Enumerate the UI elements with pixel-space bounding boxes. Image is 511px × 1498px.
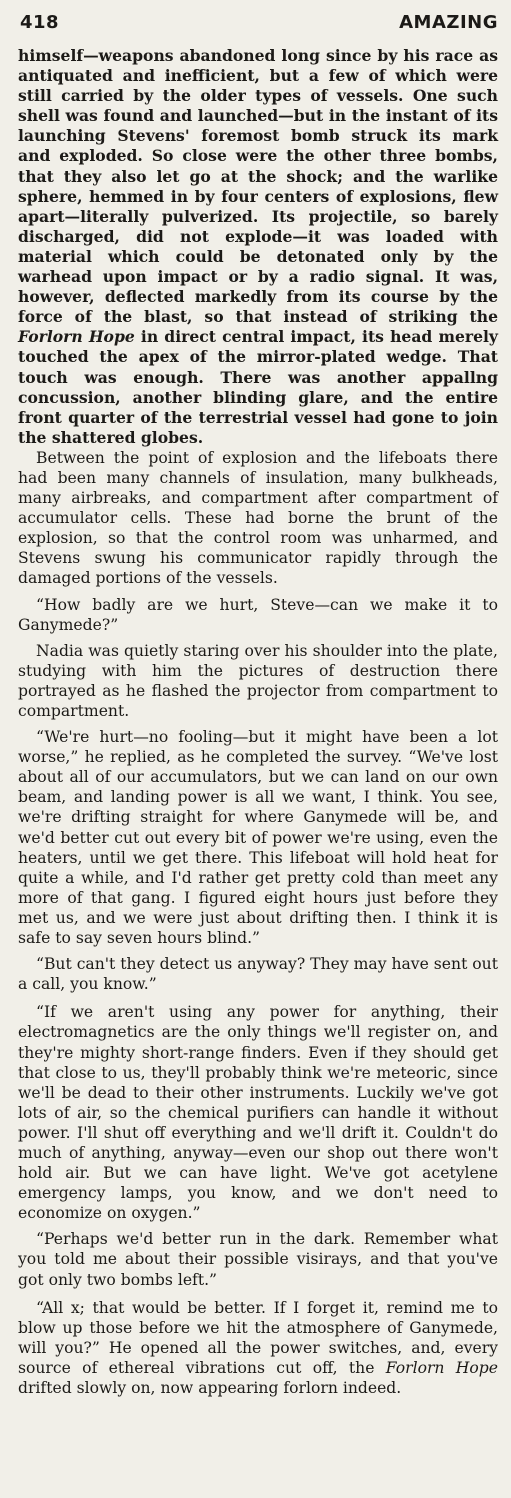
paragraph-7: “If we aren't using any power for anything, their electromagnetics are the only things we'll register on, and they're mighty short-range finders. Even if they should get that close to us, they'll probably think we're meteoric, since we'll be dead to their other instruments. Luckily we've got lots of air, so the chemical purifiers can handle it without power. I'll shut off everything and we'll drift it. Couldn't do much of anything, anyway—even our shop out there won't hold air. But we can have light. We've got acetylene emergency lamps, you know, and we don't need to economize on oxygen.” [18,1003,498,1223]
paragraph-4: Nadia was quietly staring over his shoulder into the plate, studying with him the pictures of destruction there portrayed as he flashed the projector from compartment to compartment. [18,641,498,720]
paragraph-9: “All x; that would be better. If I forget it, remind me to blow up those before we hit the atmosphere of Ganymede, will you?” He opened all the power switches, and, every source of ethereal vibrations cut off, the Forlorn Hope drifted slowly on, now appearing forlorn indeed. [18,1298,498,1397]
paragraph-3: “How badly are we hurt, Steve—can we make it to Ganymede?” [18,595,498,634]
page-number: 418 [20,12,60,33]
running-head: AMAZING [399,12,498,33]
paragraph-8: “Perhaps we'd better run in the dark. Remember what you told me about their possible visirays, and that you've got only two bombs left.” [18,1230,498,1289]
paragraph-6: “But can't they detect us anyway? They may have sent out a call, you know.” [18,955,498,994]
paragraph-1: himself—weapons abandoned long since by his race as antiquated and inefficient, but a few of which were still carried by the older types of vessels. One such shell was found and launched—but in the instant of its launching Stevens' foremost bomb struck its mark and exploded. So close were the other three bombs, that they also let go at the shock; and the warlike sphere, hemmed in by four centers of explosions, flew apart—literally pulverized. Its projectile, so barely discharged, did not explode—it was loaded with material which could be detonated only by the warhead upon impact or by a radio signal. It was, however, deflected markedly from its course by the force of the blast, so that instead of striking the Forlorn Hope in direct central impact, its head merely touched the apex of the mirror-plated wedge. That touch was enough. There was another appallng concussion, another blinding glare, and the entire front quarter of the terrestrial vessel had gone to join the shattered globes. [18,46,498,447]
paragraph-2: Between the point of explosion and the lifeboats there had been many channels of insulation, many bulkheads, many airbreaks, and compartment after compartment of accumulator cells. These had borne the brunt of the explosion, so that the control room was unharmed, and Stevens swung his communicator rapidly through the damaged portions of the vessels. [18,448,498,588]
paragraph-5: “We're hurt—no fooling—but it might have been a lot worse,” he replied, as he completed the survey. “We've lost about all of our accumulators, but we can land on our own beam, and landing power is all we want, I think. You see, we're drifting straight for where Ganymede will be, and we'd better cut out every bit of power we're using, even the heaters, until we get there. This lifeboat will hold heat for quite a while, and I'd rather get pretty cold than meet any more of that gang. I figured eight hours just before they met us, and we were just about drifting then. I think it is safe to say seven hours blind.” [18,728,498,948]
page-header [18,8,498,46]
